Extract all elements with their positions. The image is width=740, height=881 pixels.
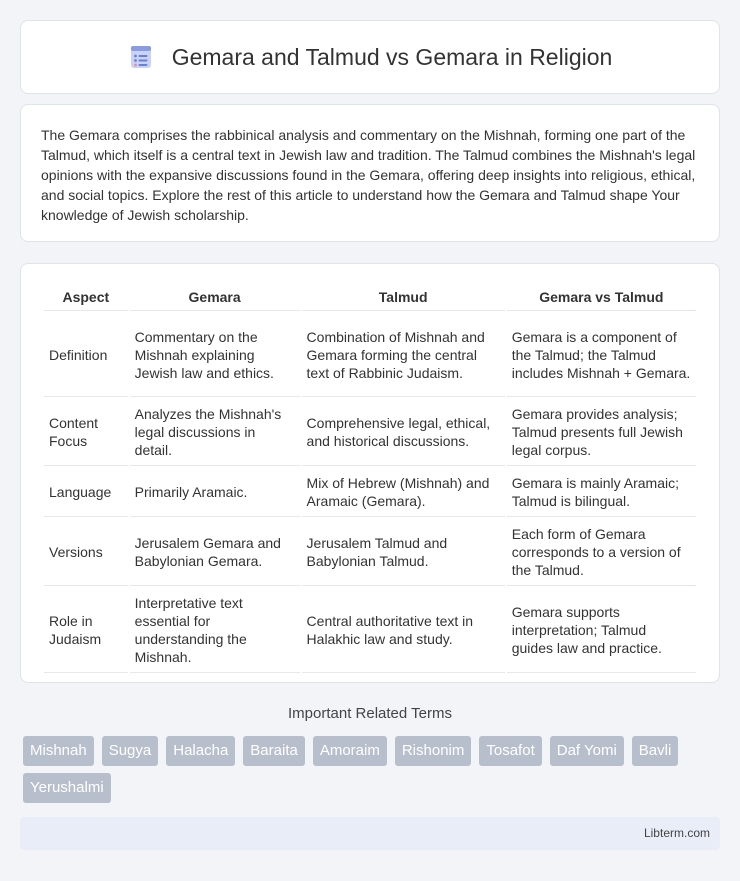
table-row: [44, 468, 696, 517]
header-talmud: Talmud: [302, 284, 505, 311]
table-row: [44, 588, 696, 673]
cell-comparison: Each form of Gemara corresponds to a version of the Talmud.: [507, 519, 696, 586]
comparison-table-card: [20, 263, 720, 683]
tag-mishnah[interactable]: Mishnah: [23, 736, 94, 766]
cell-talmud: Comprehensive legal, ethical, and historical discussions.: [302, 399, 505, 466]
table-header-row: [44, 284, 696, 311]
page-title: Gemara and Talmud vs Gemara in Religion: [171, 43, 613, 70]
header-aspect: Aspect: [44, 284, 128, 311]
cell-gemara: Interpretative text essential for understanding the Mishnah.: [130, 588, 300, 673]
header-gemara: Gemara: [130, 284, 300, 311]
cell-talmud: Central authoritative text in Halakhic law and study.: [302, 588, 505, 673]
document-list-icon: [128, 44, 154, 70]
footer: [20, 817, 720, 850]
cell-aspect: Language: [44, 468, 128, 517]
related-terms-list: [23, 736, 723, 803]
header-comparison: Gemara vs Talmud: [507, 284, 696, 311]
table-row: [44, 519, 696, 586]
cell-comparison: Gemara supports interpretation; Talmud guides law and practice.: [507, 588, 696, 673]
tag-amoraim[interactable]: Amoraim: [313, 736, 387, 766]
title-card: [20, 20, 720, 94]
cell-talmud: Combination of Mishnah and Gemara forming the central text of Rabbinic Judaism.: [302, 313, 505, 397]
cell-comparison: Gemara provides analysis; Talmud presents full Jewish legal corpus.: [507, 399, 696, 466]
tag-rishonim[interactable]: Rishonim: [395, 736, 472, 766]
cell-comparison: Gemara is a component of the Talmud; the Talmud includes Mishnah + Gemara.: [507, 313, 696, 397]
cell-aspect: Content Focus: [44, 399, 128, 466]
related-terms-title: Important Related Terms: [288, 705, 452, 722]
tag-daf-yomi[interactable]: Daf Yomi: [550, 736, 624, 766]
cell-gemara: Jerusalem Gemara and Babylonian Gemara.: [130, 519, 300, 586]
footer-link[interactable]: Libterm.com: [643, 826, 710, 840]
cell-talmud: Jerusalem Talmud and Babylonian Talmud.: [302, 519, 505, 586]
table-row: [44, 399, 696, 466]
cell-aspect: Definition: [44, 313, 128, 397]
intro-card: [20, 104, 720, 242]
cell-aspect: Role in Judaism: [44, 588, 128, 673]
cell-gemara: Analyzes the Mishnah's legal discussions in detail.: [130, 399, 300, 466]
tag-yerushalmi[interactable]: Yerushalmi: [23, 773, 111, 803]
cell-gemara: Commentary on the Mishnah explaining Jewish law and ethics.: [130, 313, 300, 397]
comparison-table: [42, 282, 698, 675]
cell-comparison: Gemara is mainly Aramaic; Talmud is bilingual.: [507, 468, 696, 517]
cell-gemara: Primarily Aramaic.: [130, 468, 300, 517]
tag-halacha[interactable]: Halacha: [166, 736, 235, 766]
tag-bavli[interactable]: Bavli: [632, 736, 679, 766]
table-row: [44, 313, 696, 397]
tag-sugya[interactable]: Sugya: [102, 736, 159, 766]
tag-tosafot[interactable]: Tosafot: [479, 736, 541, 766]
intro-text: The Gemara comprises the rabbinical analysis and commentary on the Mishnah, forming one part of the Talmud, which itself is a central text in Jewish law and tradition. The Talmud combines the Mishnah's legal opinions with the expansive discussions found in the Gemara, offering deep insights into religious, ethical, and social topics. Explore the rest of this article to understand how the Gemara and Talmud shape Your knowledge of Jewish scholarship.: [41, 127, 696, 223]
cell-aspect: Versions: [44, 519, 128, 586]
cell-talmud: Mix of Hebrew (Mishnah) and Aramaic (Gemara).: [302, 468, 505, 517]
tag-baraita[interactable]: Baraita: [243, 736, 305, 766]
